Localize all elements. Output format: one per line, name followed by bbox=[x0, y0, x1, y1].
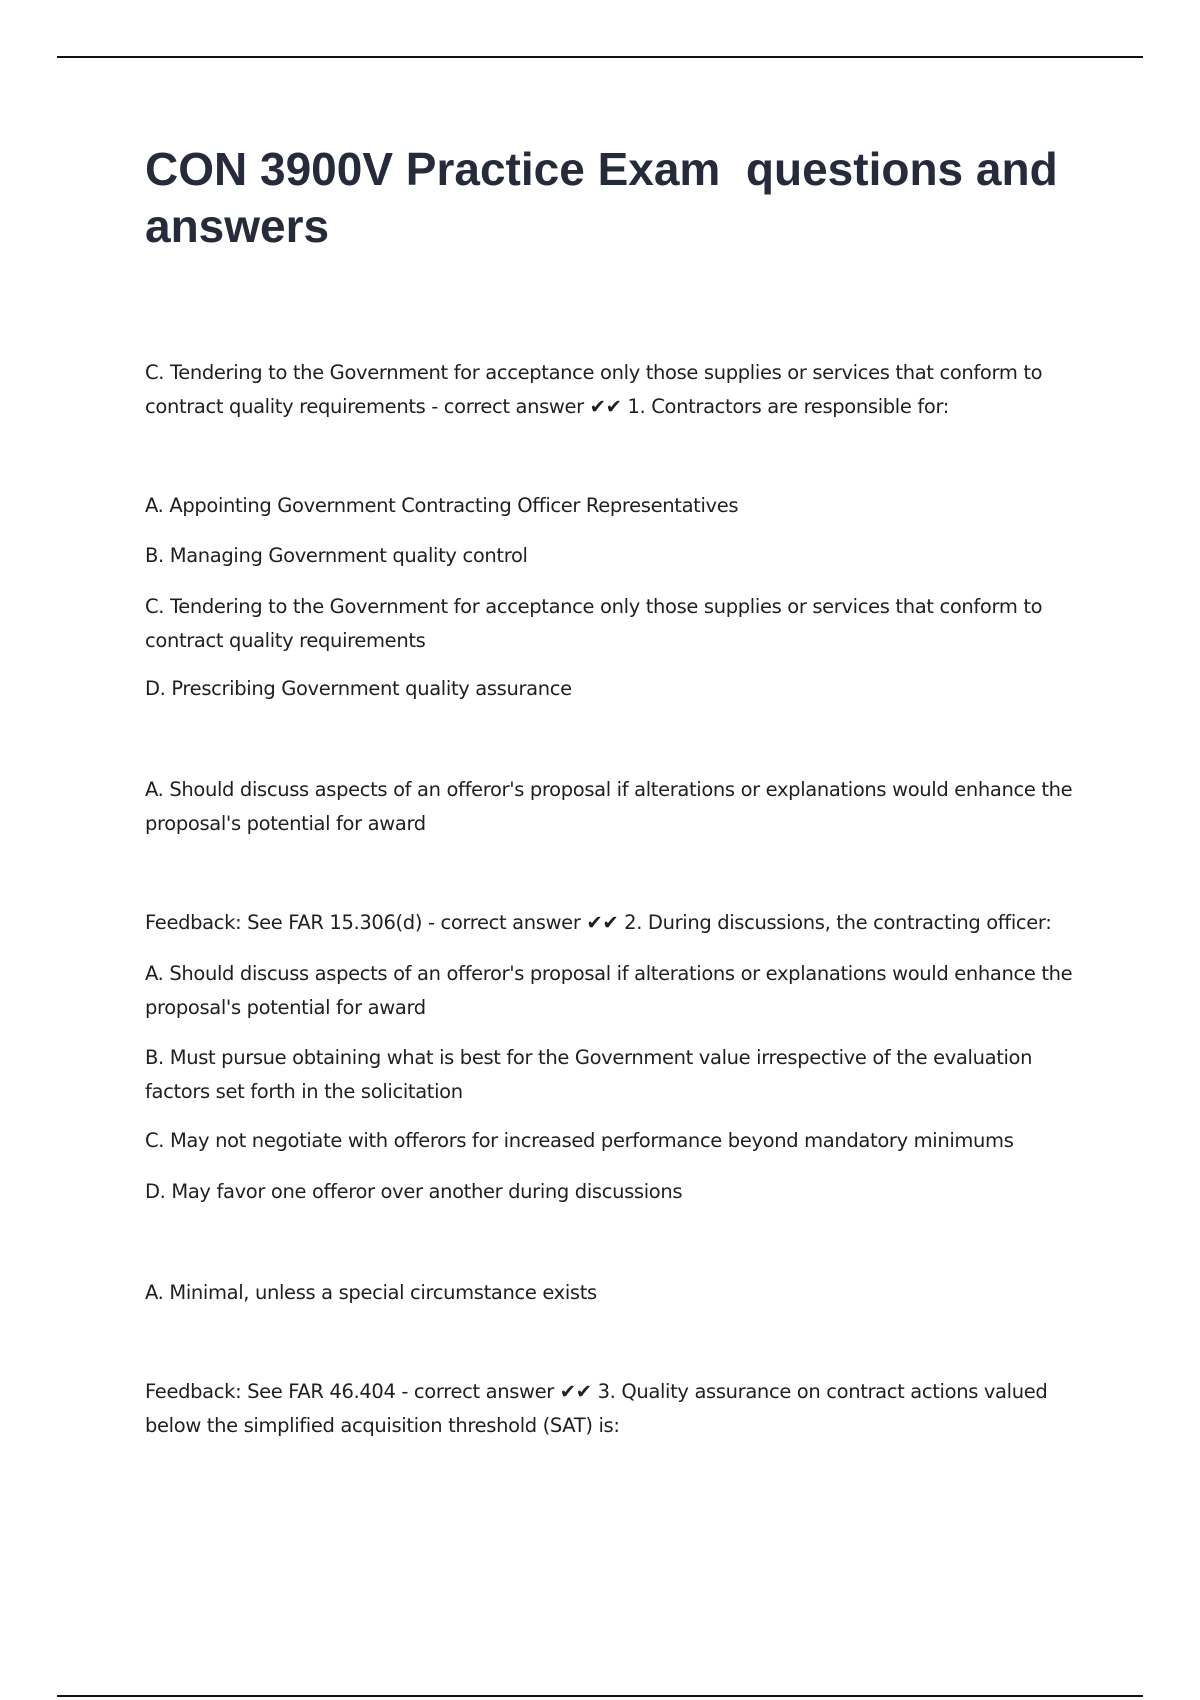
q2-prompt: Feedback: See FAR 15.306(d) - correct answer ✔✔ 2. During discussions, the contracting officer: bbox=[145, 911, 1052, 934]
header-rule bbox=[57, 56, 1143, 58]
q1-option-c: C. Tendering to the Government for acceptance only those supplies or services that conform to contract quality requirements bbox=[145, 595, 1043, 652]
q2-option-a: A. Should discuss aspects of an offeror's proposal if alterations or explanations would enhance the proposal's potential for award bbox=[145, 962, 1073, 1019]
q2-option-b: B. Must pursue obtaining what is best for the Government value irrespective of the evaluation factors set forth in the solicitation bbox=[145, 1046, 1033, 1103]
document-title: CON 3900V Practice Exam questions and answers bbox=[145, 143, 1071, 252]
q1-prompt: C. Tendering to the Government for acceptance only those supplies or services that conform to contract quality requirements - correct answer ✔✔ 1. Contractors are responsible for: bbox=[145, 361, 1043, 418]
q2-option-d: D. May favor one offeror over another during discussions bbox=[145, 1180, 683, 1203]
q1-option-a: A. Appointing Government Contracting Officer Representatives bbox=[145, 494, 739, 517]
q2-option-c: C. May not negotiate with offerors for increased performance beyond mandatory minimums bbox=[145, 1129, 1014, 1152]
q3-answer: A. Minimal, unless a special circumstance exists bbox=[145, 1281, 597, 1304]
footer-rule bbox=[57, 1695, 1143, 1697]
q1-option-d: D. Prescribing Government quality assurance bbox=[145, 677, 572, 700]
q1-option-b: B. Managing Government quality control bbox=[145, 544, 528, 567]
q3-prompt: Feedback: See FAR 46.404 - correct answer ✔✔ 3. Quality assurance on contract actions valued below the simplified acquisition threshold (SAT) is: bbox=[145, 1380, 1048, 1437]
q2-answer: A. Should discuss aspects of an offeror's proposal if alterations or explanations would enhance the proposal's potential for award bbox=[145, 778, 1073, 835]
